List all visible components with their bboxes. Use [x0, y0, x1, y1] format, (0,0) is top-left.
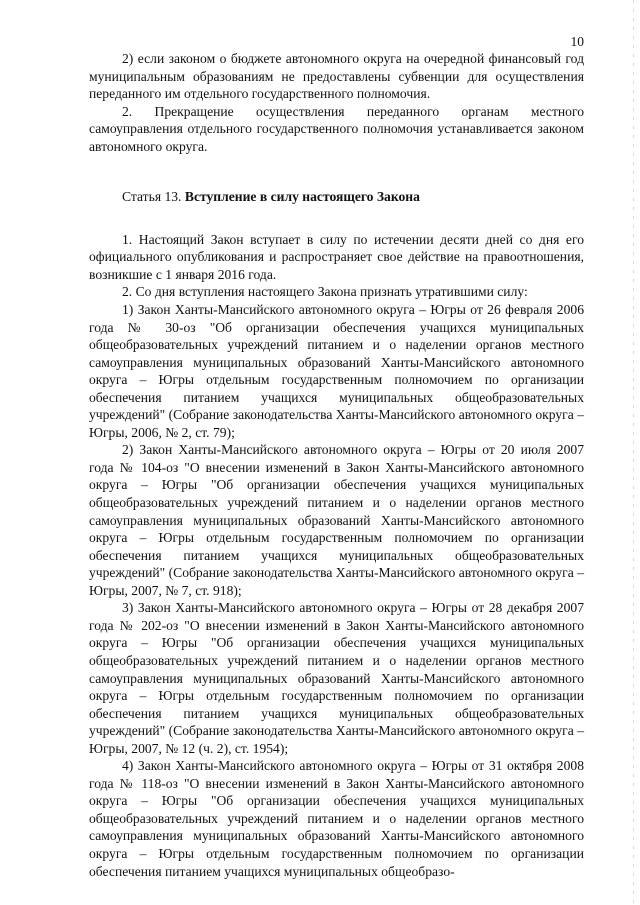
paragraph: 1. Настоящий Закон вступает в силу по истечении десяти дней со дня его официального опубликования и распространяет свое действие на правоотношения, возникшие с 1 января 2016 года. — [89, 231, 584, 282]
article-title: Вступление в силу настоящего Закона — [184, 189, 420, 205]
document-body — [89, 50, 584, 880]
list-item: 1) Закон Ханты-Мансийского автономного округа – Югры от 26 февраля 2006 года № 30-оз "Об организации обеспечения учащихся муниципальных общеобразовательных учреждений питанием и о наделении органов местного самоуправления муниципальных образований Ханты-Мансийского автономного округа – Югры отдельным государственным полномочием по организации обеспечения питанием учащихся муниципальных общеобразовательных учреждений" (Собрание законодательства Ханты-Мансийского автономного округа – Югры, 2006, № 2, ст. 79); — [89, 302, 584, 440]
list-item: 4) Закон Ханты-Мансийского автономного округа – Югры от 31 октября 2008 года № 118-оз "О внесении изменений в Закон Ханты-Мансийского автономного округа – Югры "Об организации обеспечения учащихся муниципальных общеобразовательных учреждений питанием и о наделении органов местного самоуправления муниципальных образований Ханты-Мансийского автономного округа – Югры отдельным государственным полномочием по организации обеспечения питанием учащихся муниципальных общеобразо- — [89, 758, 584, 879]
article-heading — [89, 188, 584, 206]
page-number: 10 — [570, 34, 584, 49]
paragraph: 2. Со дня вступления настоящего Закона признать утратившими силу: — [122, 284, 528, 300]
scan-edge-artifact — [633, 0, 634, 905]
list-item: 3) Закон Ханты-Мансийского автономного округа – Югры от 28 декабря 2007 года № 202-оз "О внесении изменений в Закон Ханты-Мансийского автономного округа – Югры "Об организации обеспечения учащихся муниципальных общеобразовательных учреждений питанием и о наделении органов местного самоуправления муниципальных образований Ханты-Мансийского автономного округа – Югры отдельным государственным полномочием по организации обеспечения питанием учащихся муниципальных общеобразовательных учреждений" (Собрание законодательства Ханты-Мансийского автономного округа – Югры, 2007, № 12 (ч. 2), ст. 1954); — [89, 600, 584, 756]
list-item: 2) Закон Ханты-Мансийского автономного округа – Югры от 20 июля 2007 года № 104-оз "О внесении изменений в Закон Ханты-Мансийского автономного округа – Югры "Об организации обеспечения учащихся муниципальных общеобразовательных учреждений питанием и о наделении органов местного самоуправления муниципальных образований Ханты-Мансийского автономного округа – Югры отдельным государственным полномочием по организации обеспечения питанием учащихся муниципальных общеобразовательных учреждений" (Собрание законодательства Ханты-Мансийского автономного округа – Югры, 2007, № 7, ст. 918); — [89, 442, 584, 598]
paragraph: 2) если законом о бюджете автономного округа на очередной финансовый год муниципальным образованиям не предоставлены субвенции для осуществления переданного им отдельного государственного полномочия. — [89, 51, 584, 102]
article-number: Статья 13. — [122, 189, 182, 205]
paragraph: 2. Прекращение осуществления переданного органам местного самоуправления отдельного государственного полномочия устанавливается законом автономного округа. — [89, 103, 584, 154]
